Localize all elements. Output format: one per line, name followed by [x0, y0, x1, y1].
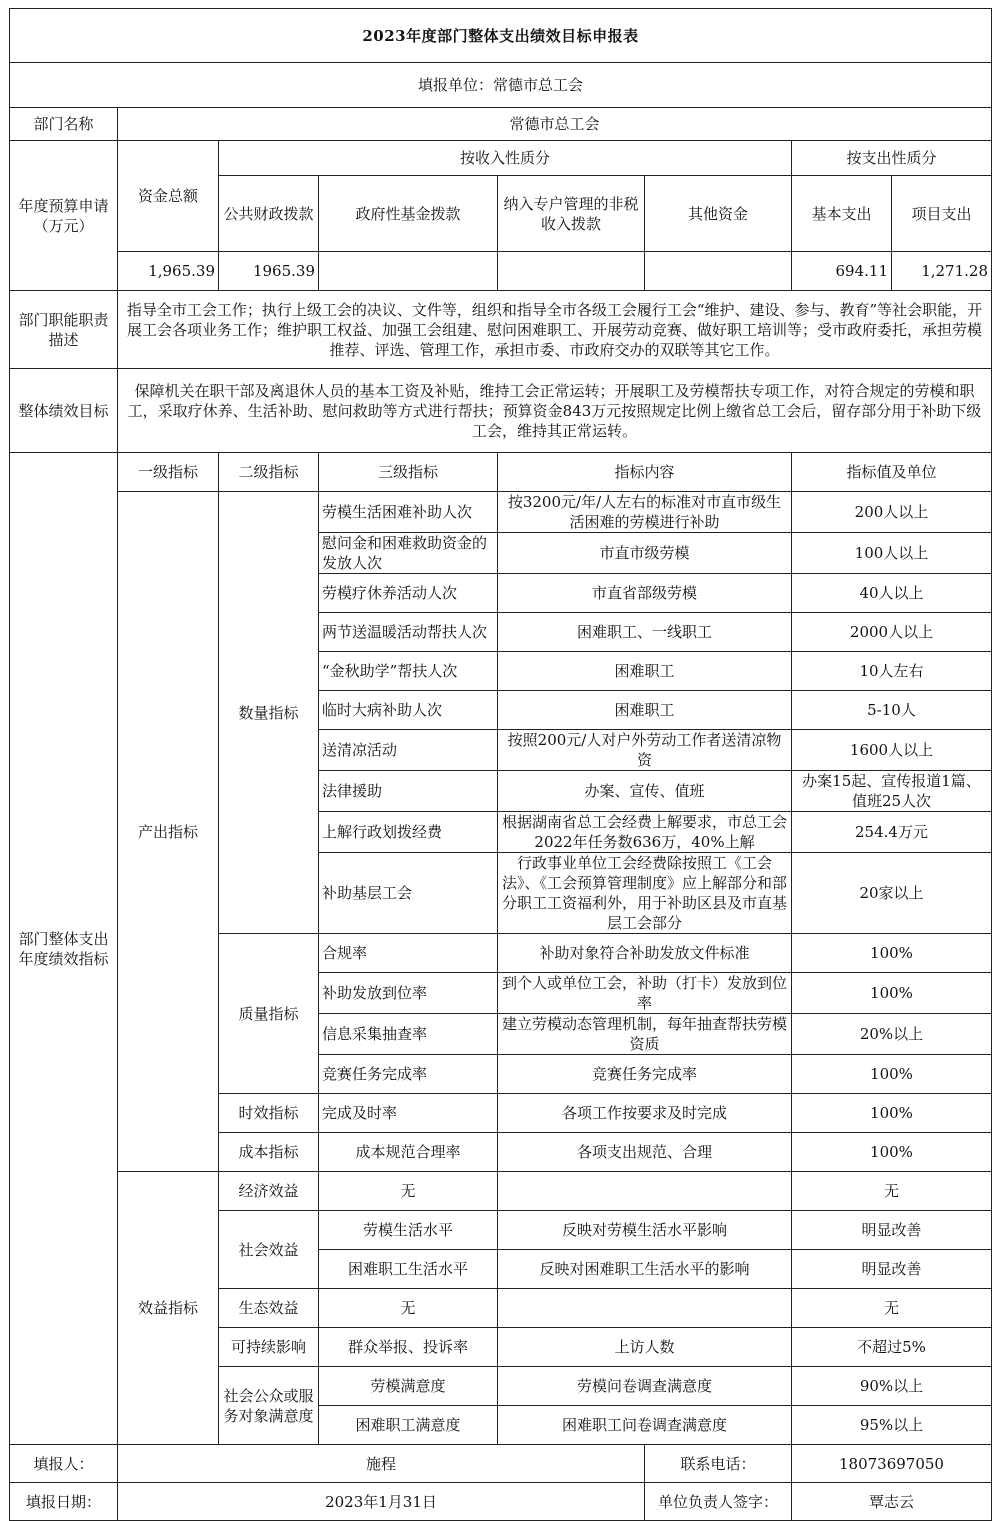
value-cell: 100%: [792, 934, 992, 973]
header-l2: 二级指标: [219, 453, 319, 492]
budget-total-label: 资金总额: [118, 141, 219, 252]
l2-economic: 经济效益: [219, 1172, 319, 1211]
value-cell: 100人以上: [792, 533, 992, 574]
header-content: 指标内容: [498, 453, 792, 492]
l2-quality: 质量指标: [219, 934, 319, 1094]
header-l3: 三级指标: [319, 453, 498, 492]
l3-cell: 补助发放到位率: [319, 973, 498, 1014]
content-cell: [498, 1172, 792, 1211]
l3-cell: 劳模疗休养活动人次: [319, 574, 498, 613]
l2-social: 社会效益: [219, 1211, 319, 1289]
header-l1: 一级指标: [118, 453, 219, 492]
form-title: 2023年度部门整体支出绩效目标申报表: [10, 9, 992, 63]
value-cell: 明显改善: [792, 1211, 992, 1250]
value-cell: 明显改善: [792, 1250, 992, 1289]
l3-cell: 送清凉活动: [319, 730, 498, 771]
l3-cell: “金秋助学”帮扶人次: [319, 652, 498, 691]
col-non-tax: 纳入专户管理的非税收入拨款: [498, 176, 645, 252]
other-funds-value: [645, 252, 792, 291]
phone-value: 18073697050: [792, 1445, 992, 1483]
l3-cell: 成本规范合理率: [319, 1133, 498, 1172]
value-cell: 100%: [792, 1094, 992, 1133]
content-cell: 按照200元/人对户外劳动工作者送清凉物资: [498, 730, 792, 771]
content-cell: 各项工作按要求及时完成: [498, 1094, 792, 1133]
content-cell: 反映对困难职工生活水平的影响: [498, 1250, 792, 1289]
dept-name-label: 部门名称: [10, 108, 118, 141]
col-basic-expense: 基本支出: [792, 176, 892, 252]
content-cell: 劳模问卷调查满意度: [498, 1367, 792, 1406]
col-other-funds: 其他资金: [645, 176, 792, 252]
reporting-unit: 填报单位：常德市总工会: [10, 63, 992, 108]
l3-cell: 劳模生活水平: [319, 1211, 498, 1250]
content-cell: 建立劳模动态管理机制，每年抽查帮扶劳模资质: [498, 1014, 792, 1055]
l3-cell: 劳模满意度: [319, 1367, 498, 1406]
value-cell: 200人以上: [792, 492, 992, 533]
value-cell: 5-10人: [792, 691, 992, 730]
content-cell: 到个人或单位工会，补助（打卡）发放到位率: [498, 973, 792, 1014]
l3-cell: 无: [319, 1172, 498, 1211]
l3-cell: 困难职工满意度: [319, 1406, 498, 1445]
duty-label: 部门职能职责描述: [10, 291, 118, 369]
value-cell: 无: [792, 1289, 992, 1328]
content-cell: 按3200元/年/人左右的标准对市直市级生活困难的劳模进行补助: [498, 492, 792, 533]
col-gov-fund: 政府性基金拨款: [319, 176, 498, 252]
value-cell: 2000人以上: [792, 613, 992, 652]
filler-label: 填报人：: [10, 1445, 118, 1483]
non-tax-value: [498, 252, 645, 291]
goal-label: 整体绩效目标: [10, 369, 118, 453]
performance-target-form: [9, 8, 992, 1521]
l2-satisfaction: 社会公众或服务对象满意度: [219, 1367, 319, 1445]
dept-name-value: 常德市总工会: [118, 108, 992, 141]
l1-output: 产出指标: [118, 492, 219, 1172]
value-cell: 办案15起、宣传报道1篇、值班25人次: [792, 771, 992, 812]
value-cell: 254.4万元: [792, 812, 992, 853]
duty-text: 指导全市工会工作；执行上级工会的决议、文件等，组织和指导全市各级工会履行工会“维护、建设、参与、教育”等社会职能，开展工会各项业务工作；维护职工权益、加强工会组建、慰问困难职工、开展劳动竞赛、做好职工培训等；受市政府委托，承担劳模推荐、评选、管理工作，承担市委、市政府交办的双联等其它工作。: [118, 291, 992, 369]
content-cell: 反映对劳模生活水平影响: [498, 1211, 792, 1250]
fill-date: 2023年1月31日: [118, 1483, 645, 1521]
by-income-header: 按收入性质分: [219, 141, 792, 176]
content-cell: 市直市级劳模: [498, 533, 792, 574]
goal-text: 保障机关在职干部及离退休人员的基本工资及补贴，维持工会正常运转；开展职工及劳模帮扶专项工作，对符合规定的劳模和职工，采取疗休养、生活补助、慰问救助等方式进行帮扶；预算资金843万元按照规定比例上缴省总工会后，留存部分用于补助下级工会，维持其正常运转。: [118, 369, 992, 453]
l3-cell: 法律援助: [319, 771, 498, 812]
l3-cell: 慰问金和困难救助资金的发放人次: [319, 533, 498, 574]
l3-cell: 无: [319, 1289, 498, 1328]
value-cell: 40人以上: [792, 574, 992, 613]
l3-cell: 竞赛任务完成率: [319, 1055, 498, 1094]
l3-cell: 临时大病补助人次: [319, 691, 498, 730]
value-cell: 100%: [792, 1055, 992, 1094]
l3-cell: 完成及时率: [319, 1094, 498, 1133]
gov-fund-value: [319, 252, 498, 291]
budget-row-label: 年度预算申请（万元）: [10, 141, 118, 291]
content-cell: 补助对象符合补助发放文件标准: [498, 934, 792, 973]
by-expense-header: 按支出性质分: [792, 141, 992, 176]
content-cell: 各项支出规范、合理: [498, 1133, 792, 1172]
l3-cell: 合规率: [319, 934, 498, 973]
content-cell: 困难职工: [498, 652, 792, 691]
l3-cell: 群众举报、投诉率: [319, 1328, 498, 1367]
public-finance-value: 1965.39: [219, 252, 319, 291]
value-cell: 95%以上: [792, 1406, 992, 1445]
sign-label: 单位负责人签字：: [645, 1483, 792, 1521]
l3-cell: 困难职工生活水平: [319, 1250, 498, 1289]
content-cell: 根据湖南省总工会经费上解要求，市总工会2022年任务数636万，40%上解: [498, 812, 792, 853]
budget-total-value: 1,965.39: [118, 252, 219, 291]
value-cell: 100%: [792, 1133, 992, 1172]
content-cell: 困难职工、一线职工: [498, 613, 792, 652]
content-cell: 上访人数: [498, 1328, 792, 1367]
l1-benefit: 效益指标: [118, 1172, 219, 1445]
l3-cell: 上解行政划拨经费: [319, 812, 498, 853]
value-cell: 20%以上: [792, 1014, 992, 1055]
value-cell: 90%以上: [792, 1367, 992, 1406]
value-cell: 20家以上: [792, 853, 992, 934]
content-cell: 办案、宣传、值班: [498, 771, 792, 812]
content-cell: 困难职工问卷调查满意度: [498, 1406, 792, 1445]
phone-label: 联系电话：: [645, 1445, 792, 1483]
l3-cell: 劳模生活困难补助人次: [319, 492, 498, 533]
l2-cost: 成本指标: [219, 1133, 319, 1172]
value-cell: 不超过5%: [792, 1328, 992, 1367]
col-public-finance: 公共财政拨款: [219, 176, 319, 252]
value-cell: 无: [792, 1172, 992, 1211]
l3-cell: 信息采集抽查率: [319, 1014, 498, 1055]
sign-value: 覃志云: [792, 1483, 992, 1521]
l2-timeliness: 时效指标: [219, 1094, 319, 1133]
filler-name: 施程: [118, 1445, 645, 1483]
date-label: 填报日期：: [10, 1483, 118, 1521]
value-cell: 10人左右: [792, 652, 992, 691]
l2-ecological: 生态效益: [219, 1289, 319, 1328]
content-cell: 市直省部级劳模: [498, 574, 792, 613]
header-value: 指标值及单位: [792, 453, 992, 492]
l2-sustainability: 可持续影响: [219, 1328, 319, 1367]
l2-quantity: 数量指标: [219, 492, 319, 934]
content-cell: 竞赛任务完成率: [498, 1055, 792, 1094]
indicator-section-label: 部门整体支出年度绩效指标: [10, 453, 118, 1445]
content-cell: 困难职工: [498, 691, 792, 730]
col-project-expense: 项目支出: [892, 176, 992, 252]
l3-cell: 补助基层工会: [319, 853, 498, 934]
content-cell: 行政事业单位工会经费除按照工《工会法》、《工会预算管理制度》应上解部分和部分职工工资福利外，用于补助区县及市直基层工会部分: [498, 853, 792, 934]
project-expense-value: 1,271.28: [892, 252, 992, 291]
basic-expense-value: 694.11: [792, 252, 892, 291]
content-cell: [498, 1289, 792, 1328]
l3-cell: 两节送温暖活动帮扶人次: [319, 613, 498, 652]
value-cell: 1600人以上: [792, 730, 992, 771]
value-cell: 100%: [792, 973, 992, 1014]
